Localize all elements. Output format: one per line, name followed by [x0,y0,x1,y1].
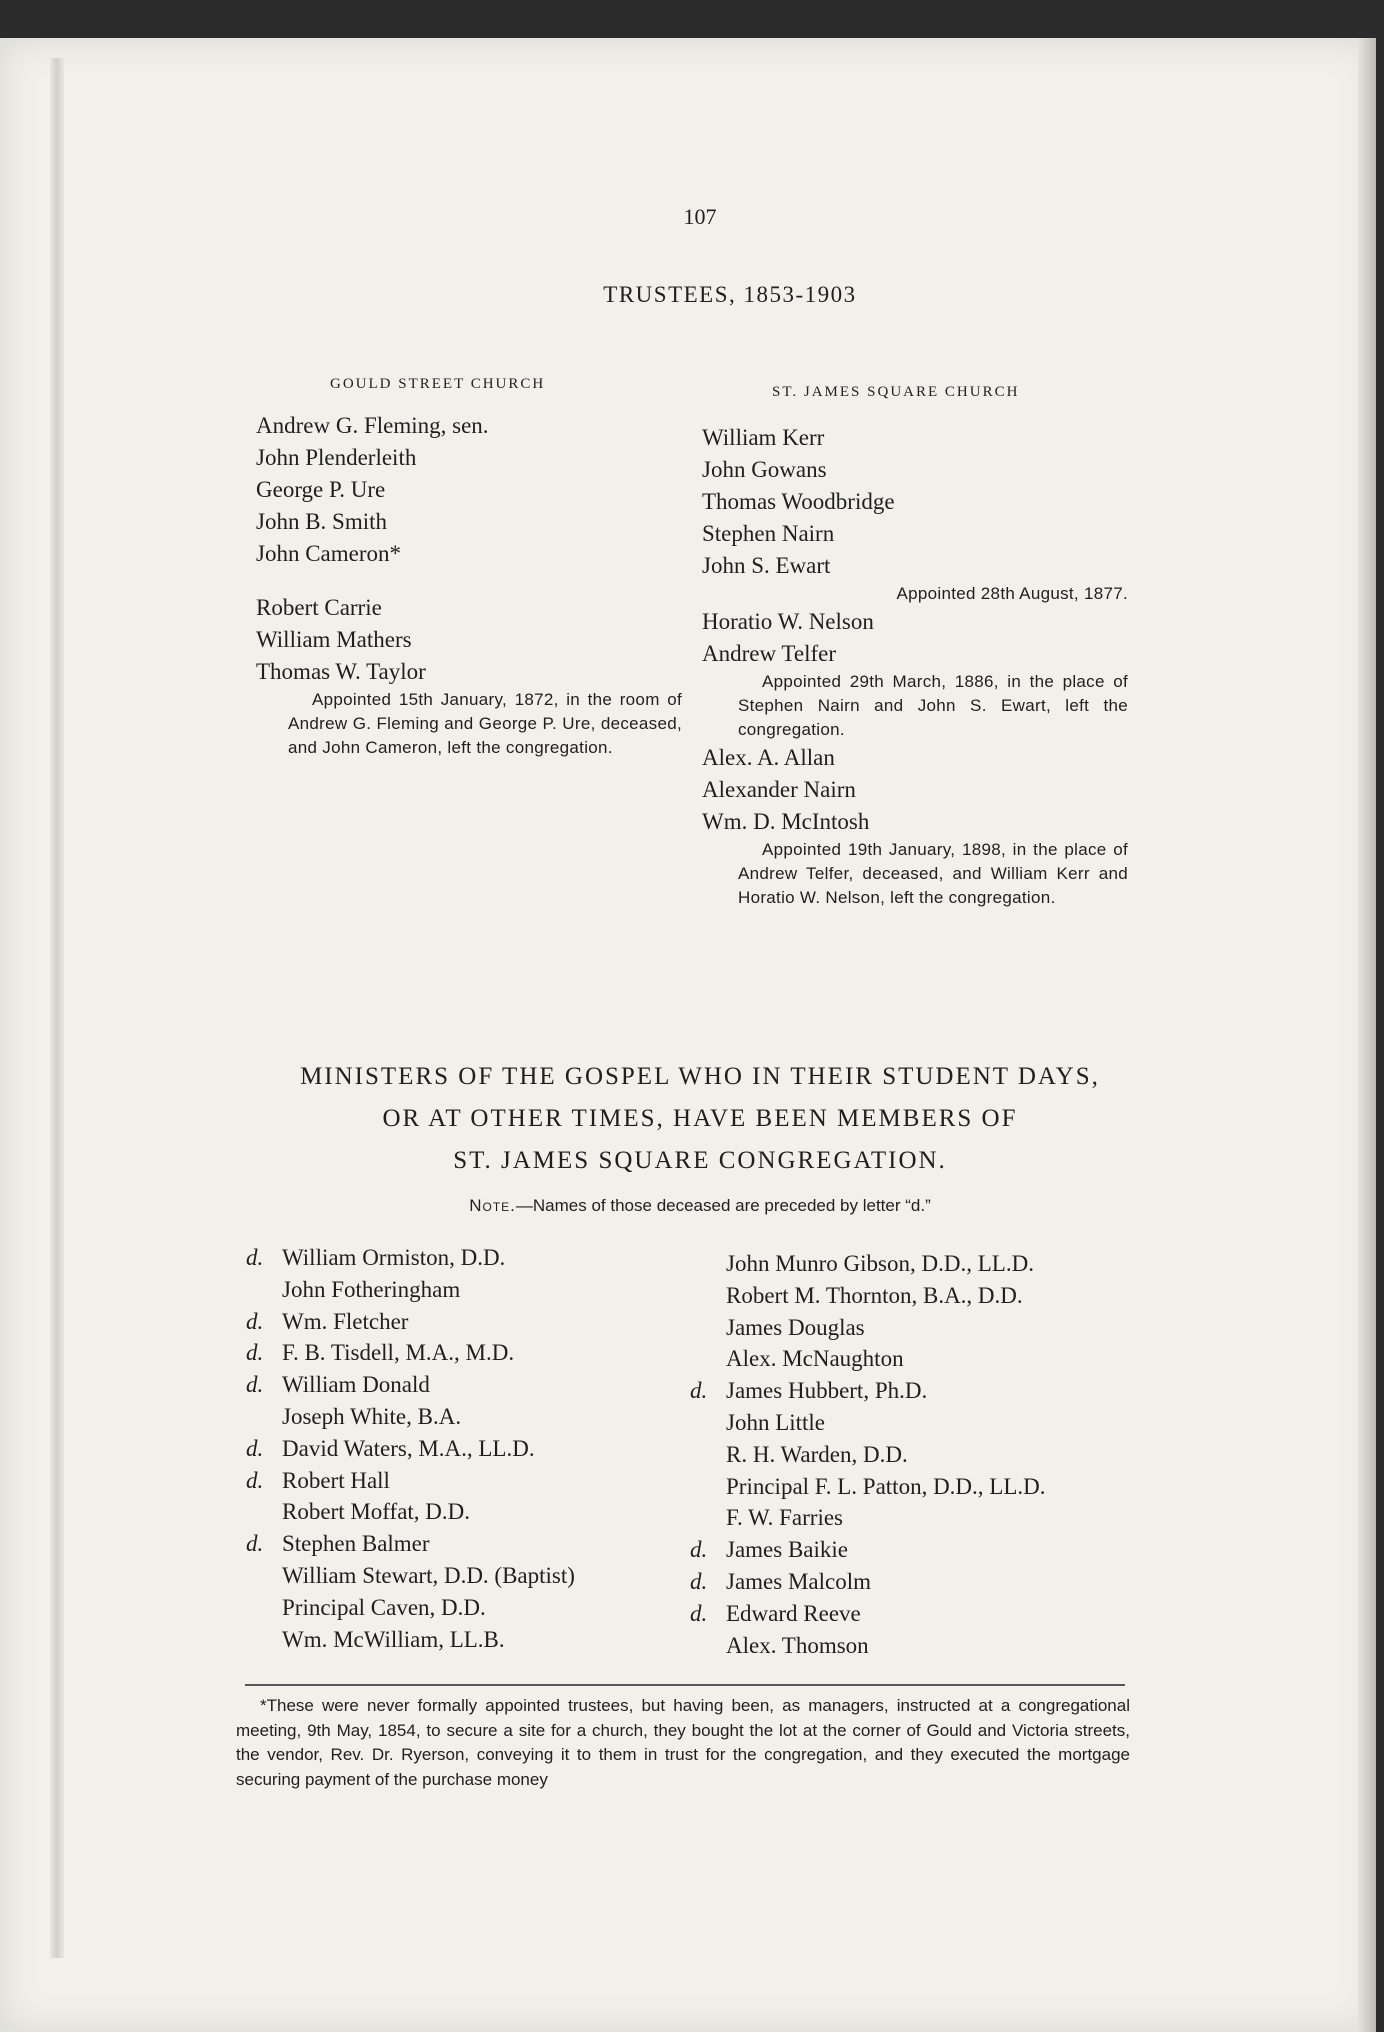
trustee-name: John Plenderleith [256,445,417,470]
minister-row [282,1560,702,1592]
ministers-title-line: MINISTERS OF THE GOSPEL WHO IN THEIR STUDENT DAYS, [300,1063,1100,1090]
appointment-note: Appointed 29th March, 1886, in the place of Stephen Nairn and John S. Ewart, left the congregation. [738,672,1128,739]
gould-street-heading: GOULD STREET CHURCH [330,376,546,392]
minister-name: Joseph White, B.A. [282,1403,462,1429]
ministers-title-line: ST. JAMES SQUARE CONGREGATION. [453,1147,947,1174]
trustee-name: John Gowans [702,457,827,482]
minister-name: William Stewart, D.D. (Baptist) [282,1562,575,1588]
trustee-name: John Cameron* [256,541,402,566]
minister-row [690,1566,1166,1598]
appointment-note: Appointed 15th January, 1872, in the room of Andrew G. Fleming and George P. Ure, deceased, and John Cameron, left the congregation. [288,690,682,757]
minister-name: James Malcolm [726,1568,871,1594]
minister-row [726,1280,1166,1312]
book-spine-shadow [50,58,64,1958]
trustee-name: Horatio W. Nelson [702,609,874,634]
minister-row [246,1242,702,1274]
minister-name: John Munro Gibson, D.D., LL.D. [726,1251,1034,1276]
minister-name: John Little [726,1409,826,1435]
minister-name: William Donald [282,1372,430,1398]
deceased-mark: d. [246,1435,264,1461]
footnote: *These were never formally appointed trustees, but having been, as managers, instructed at a congregational meeting, 9th May, 1854, to secure a site for a church, they bought the lot at the corner of Gould and Victoria streets, the vendor, Rev. Dr. Ryerson, conveying it to them in trust for the congregation, and they executed the mortgage securing payment of the purchase money [236,1696,1130,1789]
gould-street-trustees [256,410,696,760]
trustee-name: Wm. D. McIntosh [702,809,870,834]
minister-name: Robert Moffat, D.D. [282,1499,471,1525]
deceased-mark: d. [246,1340,264,1366]
book-page [0,38,1376,2032]
deceased-mark: d. [690,1600,708,1626]
note-label: Note. [469,1196,516,1215]
minister-name: Robert M. Thornton, B.A., D.D. [726,1282,1023,1308]
minister-name: F. W. Farries [726,1505,843,1531]
minister-row [690,1534,1166,1566]
deceased-mark: d. [246,1467,264,1493]
minister-name: Principal Caven, D.D. [282,1594,486,1620]
trustee-name: William Kerr [702,425,825,450]
minister-row [726,1343,1166,1375]
trustee-name: Robert Carrie [256,595,382,620]
trustee-name: William Mathers [256,627,412,652]
minister-row [246,1337,702,1369]
minister-name: Wm. McWilliam, LL.B. [282,1626,505,1652]
minister-row [726,1502,1166,1534]
deceased-mark: d. [690,1537,708,1563]
deceased-mark: d. [246,1308,264,1334]
appointment-note: Appointed 19th January, 1898, in the place of Andrew Telfer, deceased, and William Kerr and Horatio W. Nelson, left the congregation. [738,840,1128,907]
deceased-mark: d. [690,1378,708,1404]
minister-row [726,1248,1166,1280]
ministers-note [300,1196,1100,1216]
minister-row [282,1401,702,1433]
minister-row [726,1407,1166,1439]
minister-row [282,1624,702,1656]
minister-name: James Baikie [726,1537,848,1563]
appointment-note: Appointed 28th August, 1877. [896,584,1128,603]
minister-name: James Douglas [726,1314,865,1340]
minister-row [726,1439,1166,1471]
minister-row [282,1274,702,1306]
note-text: —Names of those deceased are preceded by letter “d.” [515,1196,931,1215]
trustee-name: Andrew Telfer [702,641,836,666]
deceased-mark: d. [246,1531,264,1557]
trustee-name: Alexander Nairn [702,777,856,802]
minister-name: John Fotheringham [282,1276,461,1302]
trustee-name: Alex. A. Allan [702,745,835,770]
minister-name: Stephen Balmer [282,1531,430,1557]
minister-name: David Waters, M.A., LL.D. [282,1435,535,1461]
minister-row [726,1312,1166,1344]
minister-name: William Ormiston, D.D. [282,1245,506,1270]
minister-row [726,1471,1166,1503]
minister-row [246,1528,702,1560]
spacer [256,570,696,592]
ministers-left-column [246,1242,702,1655]
trustee-name: Andrew G. Fleming, sen. [256,413,489,438]
trustees-title: TRUSTEES, 1853-1903 [603,282,857,307]
minister-name: James Hubbert, Ph.D. [726,1378,928,1404]
minister-row [282,1592,702,1624]
ministers-right-column [690,1248,1166,1661]
st-james-heading: ST. JAMES SQUARE CHURCH [772,384,1020,400]
minister-row [246,1433,702,1465]
deceased-mark: d. [246,1245,264,1270]
minister-row [726,1630,1166,1662]
ministers-title-line: OR AT OTHER TIMES, HAVE BEEN MEMBERS OF [382,1105,1018,1132]
trustee-name: George P. Ure [256,477,386,502]
trustee-name: Thomas W. Taylor [256,659,426,684]
minister-name: Wm. Fletcher [282,1308,409,1334]
minister-row [246,1306,702,1338]
deceased-mark: d. [690,1568,708,1594]
st-james-trustees [702,422,1132,910]
minister-name: F. B. Tisdell, M.A., M.D. [282,1340,515,1366]
page-number: 107 [683,204,717,229]
page-edge [1358,38,1376,2032]
deceased-mark: d. [246,1372,264,1398]
minister-name: Alex. Thomson [726,1632,869,1658]
minister-row [690,1598,1166,1630]
footnote-divider [245,1684,1125,1686]
minister-name: Alex. McNaughton [726,1346,904,1372]
trustee-name: John B. Smith [256,509,388,534]
minister-row [282,1496,702,1528]
minister-name: Edward Reeve [726,1600,861,1626]
minister-name: R. H. Warden, D.D. [726,1441,908,1467]
minister-name: Robert Hall [282,1467,390,1493]
minister-name: Principal F. L. Patton, D.D., LL.D. [726,1473,1046,1499]
minister-row [690,1375,1166,1407]
trustee-name: Thomas Woodbridge [702,489,895,514]
minister-row [246,1369,702,1401]
trustee-name: Stephen Nairn [702,521,835,546]
ministers-title [200,1056,1200,1182]
trustee-name: John S. Ewart [702,553,831,578]
minister-row [246,1465,702,1497]
